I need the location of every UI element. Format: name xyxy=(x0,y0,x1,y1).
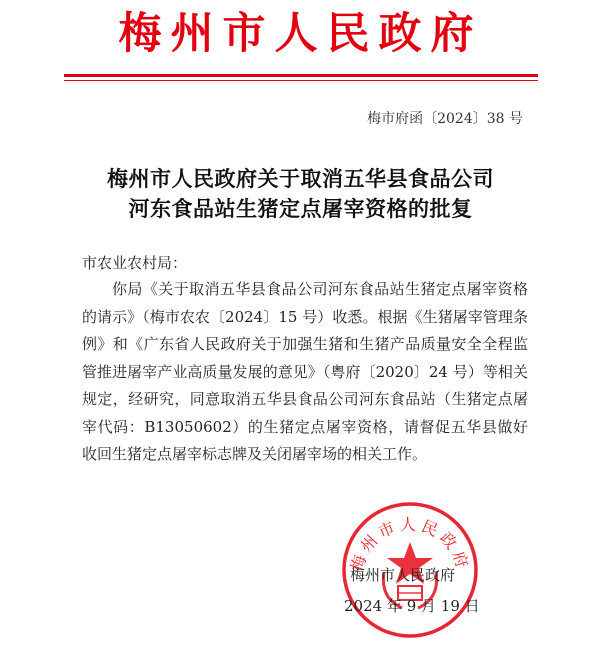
document-title-line-2: 河东食品站生猪定点屠宰资格的批复 xyxy=(128,197,473,221)
masthead-title: 梅州市人民政府 xyxy=(118,9,483,59)
document-title-line-1: 梅州市人民政府关于取消五华县食品公司 xyxy=(107,167,494,191)
salutation: 市农业农村局： xyxy=(82,254,188,272)
document-number: 梅市府函〔2024〕38 号 xyxy=(367,111,523,127)
body-paragraph: 你局《关于取消五华县食品公司河东食品站生猪定点屠宰资格的请示》（梅市农农〔2024〕15 号）收悉。根据《生猪屠宰管理条例》和《广东省人民政府关于加强生猪和生猪产品质量安全全程监管推进屠宰产业高质量发展的意见》（粤府〔2020〕24 号）等相关规定，经研究，同意取消五华县食品公司河东食品站（生猪定点屠宰代码：B13050602）的生猪定点屠宰资格，请督促五华县做好收回生猪定点屠宰标志牌及关闭屠宰场的相关工作。 xyxy=(82,280,528,463)
seal-text: 梅州市人民政府 xyxy=(347,515,473,574)
signature-date: 2024 年 9 月 19 日 xyxy=(344,597,480,615)
signature-organization: 梅州市人民政府 xyxy=(350,566,456,584)
red-divider-line xyxy=(64,74,538,77)
red-divider-line-thin xyxy=(64,80,538,81)
document-body xyxy=(82,276,528,469)
